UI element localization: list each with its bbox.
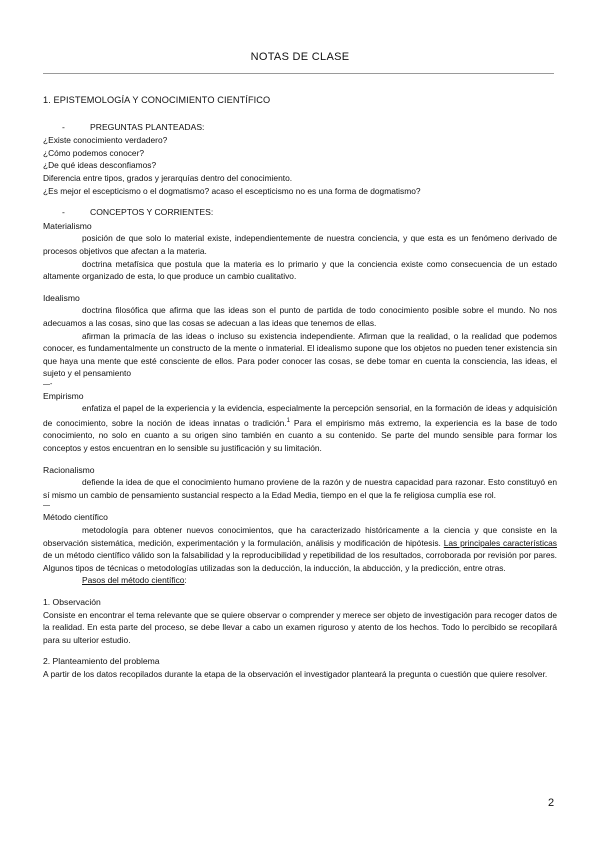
step-heading: 2. Planteamiento del problema [43,656,160,667]
bullet-conceptos [62,206,557,219]
paragraph: doctrina metafísica que postula que la materia es lo primario y que la conciencia existe como consecuencia de un estado altamente organizado de esta, lo que produce un cambio cualitativo. [43,258,557,282]
paragraph: doctrina filosófica que afirma que las ideas son el punto de partida de todo conocimiento posible sobre el mundo. No nos adecuamos a las cosas, sino que las cosas se adecuan a las ideas que tenemos de ellas. [43,305,557,328]
bullet-dash: - [62,207,65,218]
term-metodo: Método científico [43,512,108,523]
term-empirismo: Empirismo [43,390,84,401]
paragraph: A partir de los datos recopilados durante la etapa de la observación el investigador planteará la pregunta o cuestión que quiere resolver. [43,668,548,679]
paragraph-text: enfatiza el papel de la experiencia y la evidencia, especialmente la percepción sensorial, en la formación de ideas y adquisición de conocimiento, sobre la noción de ideas innatas o tradición. [43,403,557,428]
paragraph: defiende la idea de que el conocimiento humano proviene de la razón y de nuestra capacidad para razonar. Esto constituyó en sí mismo un cambio de pensamiento sustancial respecto a la Edad Media, tiempo en el que la fe religiosa cumplía ese rol. [43,477,557,500]
bullet-label: PREGUNTAS PLANTEADAS: [90,121,205,132]
paragraph-text: de un método científico válido son la falsabilidad y la reproducibilidad y repetibilidad de los resultados, corroborada por revisión por pares. Algunos tipos de técnicas o metodologías utilizadas son la deducción, la inducción, la abducción, y la predicción, entre otras. [43,550,557,573]
question-line: ¿Existe conocimiento verdadero? [43,135,168,146]
pasos-label [82,574,557,587]
paragraph-text: Para el empirismo más extremo, la experiencia es la base de todo conocimiento, no solo en cuanto a su origen sino también en cuanto a su contenido. Se parte del mundo sensible para formar los conceptos y estos encuentran en lo sensible su justificación y su limitación. [43,417,557,454]
question-line: ¿Cómo podemos conocer? [43,147,145,158]
page-number: 2 [548,797,555,809]
underlined-phrase: Las principales características [443,537,557,548]
bullet-preguntas [62,121,557,134]
bullet-label: CONCEPTOS Y CORRIENTES: [90,207,214,218]
term-materialismo: Materialismo [43,220,92,231]
question-line: Diferencia entre tipos, grados y jerarquías dentro del conocimiento. [43,172,293,183]
separator: —- [43,380,53,388]
term-racionalismo: Racionalismo [43,464,95,475]
header-divider [43,73,554,74]
separator: — [43,502,50,510]
paragraph-text: metodología para obtener nuevos conocimientos, que ha caracterizado históricamente a la ciencia y que consiste en la observación sistemática, medición, experimentación y la formulación, análisis y modificación de hipótesis. [43,525,557,548]
bullet-dash: - [62,121,65,132]
term-idealismo: Idealismo [43,292,80,303]
pasos-colon: : [184,575,187,586]
paragraph: afirman la primacía de las ideas o incluso su existencia independiente. Afirman que la realidad, o la realidad que podemos conocer, es fundamentalmente un constructo de la mente o inmaterial. El idealismo supone que los objetos no pueden tener existencia sin que haya una mente que esté consciente de ellos. Para poder conocer las cosas, se debe tomar en cuenta la consciencia, las ideas, el sujeto y el pensamiento [43,330,557,379]
page-header-title: NOTAS DE CLASE [250,51,350,63]
paragraph [43,524,557,574]
document-body [43,94,557,681]
question-line: ¿Es mejor el escepticismo o el dogmatismo? acaso el escepticismo no es una forma de dogmatismo? [43,185,421,196]
paragraph: Consiste en encontrar el tema relevante que se quiere observar o comprender y merece ser objeto de investigación para recoger datos de la realidad. En esta parte del proceso, se debe llevar a cabo un examen riguroso y atento de los hechos. Todo lo percibido se recopilará para su ulterior estudio. [43,609,557,645]
underlined-phrase: Pasos del método científico [82,575,185,586]
paragraph: posición de que solo lo material existe, independientemente de nuestra conciencia, y que esta es un fenómeno derivado de procesos objetivos que afectan a la materia. [43,233,557,256]
question-line: ¿De qué ideas desconfiamos? [43,160,157,171]
section-heading: 1. EPISTEMOLOGÍA Y CONOCIMIENTO CIENTÍFICO [43,95,271,105]
paragraph [43,402,557,454]
step-heading: 1. Observación [43,596,101,607]
footnote-marker[interactable]: 1 [286,418,290,425]
